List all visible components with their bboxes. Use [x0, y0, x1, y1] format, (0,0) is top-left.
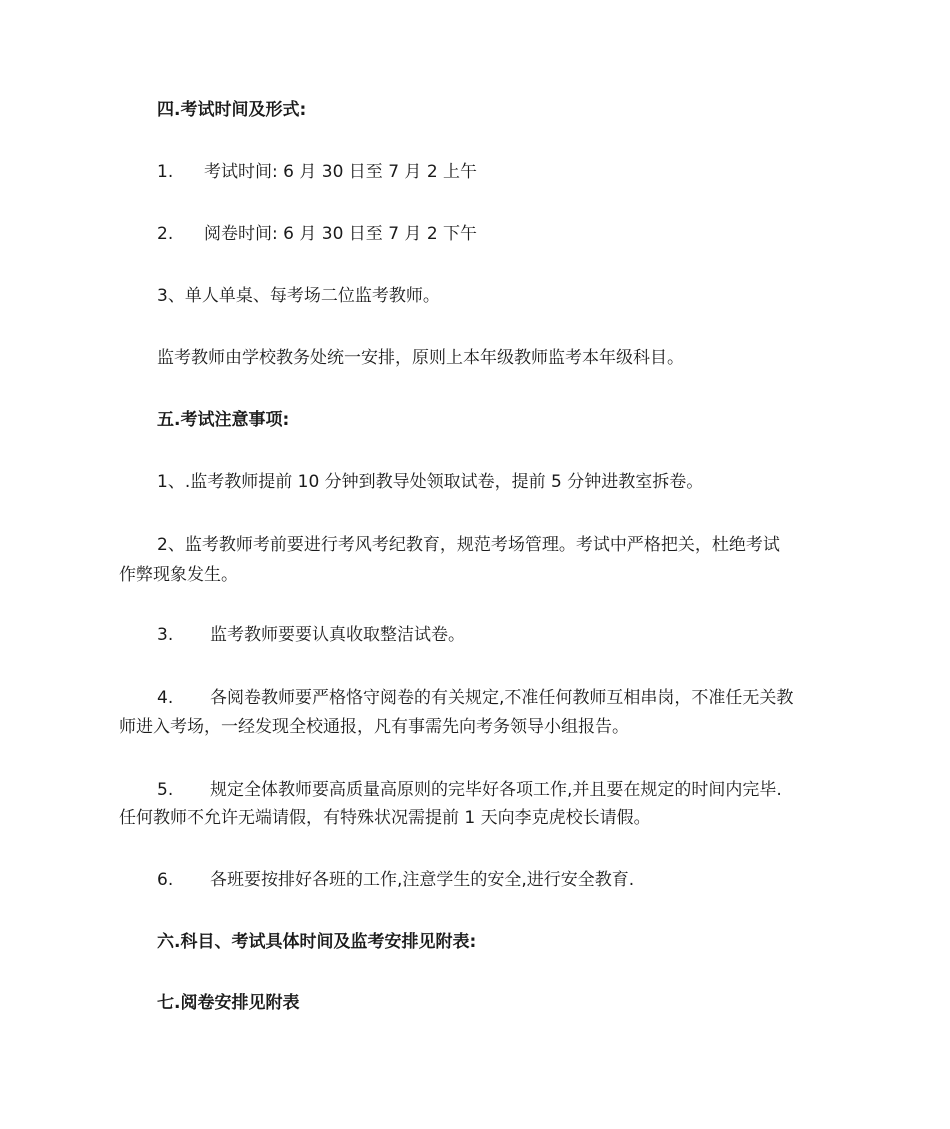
heading-section-5: 五.考试注意事项: [157, 410, 290, 430]
heading-section-6: 六.科目、考试具体时间及监考安排见附表: [157, 932, 477, 952]
item-number: 6. [157, 870, 174, 890]
list-item-line: 作弊现象发生。 [119, 565, 238, 585]
item-text: 监考教师要要认真收取整洁试卷。 [210, 625, 465, 645]
list-item-line [157, 775, 782, 805]
item-number: 3. [157, 625, 174, 645]
list-item-line: 师进入考场，一经发现全校通报，凡有事需先向考务领导小组报告。 [119, 717, 629, 737]
item-number: 1. [157, 162, 174, 182]
item-text: 阅卷时间: 6 月 30 日至 7 月 2 下午 [204, 224, 478, 244]
heading-section-7: 七.阅卷安排见附表 [157, 993, 300, 1013]
item-number: 5. [157, 780, 174, 800]
list-item [157, 219, 477, 249]
list-item-line [157, 683, 793, 713]
list-item [157, 157, 477, 187]
list-item: 3、单人单桌、每考场二位监考教师。 [157, 286, 440, 306]
list-item-line: 2、监考教师考前要进行考风考纪教育，规范考场管理。考试中严格把关，杜绝考试 [157, 535, 780, 555]
heading-section-4: 四.考试时间及形式: [157, 100, 307, 120]
item-text: 各班要按排好各班的工作,注意学生的安全,进行安全教育. [210, 870, 635, 890]
item-number: 4. [157, 688, 174, 708]
paragraph: 监考教师由学校教务处统一安排，原则上本年级教师监考本年级科目。 [157, 348, 684, 368]
list-item [157, 865, 634, 895]
list-item-line: 任何教师不允许无端请假，有特殊状况需提前 1 天向李克虎校长请假。 [119, 808, 651, 828]
item-text: 各阅卷教师要严格恪守阅卷的有关规定,不准任何教师互相串岗，不准任无关教 [210, 688, 794, 708]
list-item: 1、.监考教师提前 10 分钟到教导处领取试卷，提前 5 分钟进教室拆卷。 [157, 472, 704, 492]
list-item [157, 620, 465, 650]
item-text: 考试时间: 6 月 30 日至 7 月 2 上午 [204, 162, 478, 182]
item-number: 2. [157, 224, 174, 244]
item-text: 规定全体教师要高质量高原则的完毕好各项工作,并且要在规定的时间内完毕. [210, 780, 782, 800]
